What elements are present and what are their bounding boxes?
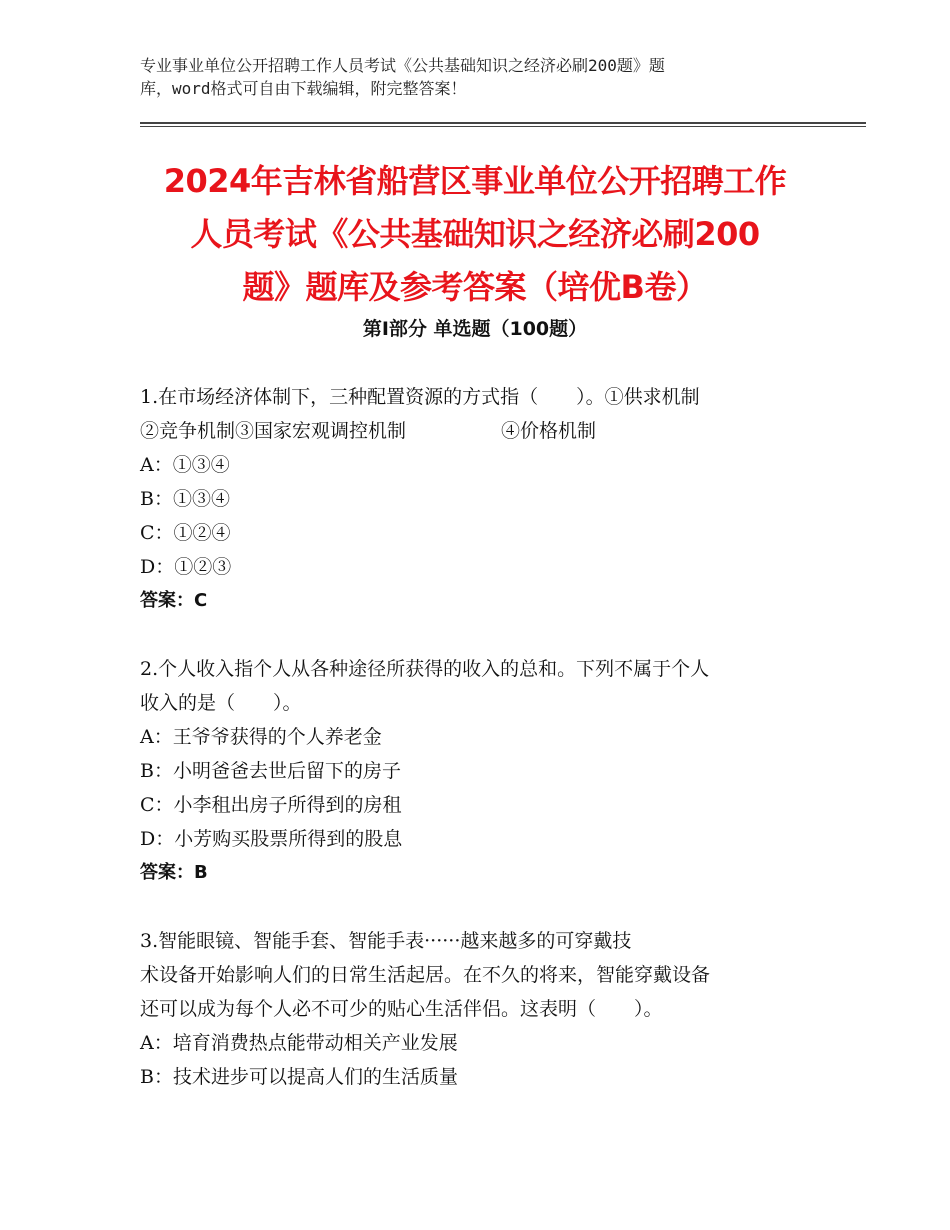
header-note-line2: 库，word格式可自由下载编辑，附完整答案！ [140,79,467,98]
question-list [140,380,800,1094]
question-stem-line: ②竞争机制③国家宏观调控机制 ④价格机制 [140,420,597,442]
header-note [140,54,790,100]
option-a: A：王爷爷获得的个人养老金 [140,726,382,748]
title-line2: 人员考试《公共基础知识之经济必刷200 [190,215,760,253]
document-title [120,155,830,314]
header-note-line1: 专业事业单位公开招聘工作人员考试《公共基础知识之经济必刷200题》题 [140,56,665,75]
header-divider-thin [140,126,866,127]
section-title: 第Ⅰ部分 单选题（100题） [362,318,588,340]
question-3 [140,924,800,1094]
option-d: D：小芳购买股票所得到的股息 [140,828,403,850]
option-a: A：①③④ [140,454,230,476]
option-c: C：①②④ [140,522,231,544]
question-stem-line: 3.智能眼镜、智能手套、智能手表······越来越多的可穿戴技 [140,930,632,952]
option-b: B：技术进步可以提高人们的生活质量 [140,1066,458,1088]
answer-label: 答案：C [140,590,208,611]
option-c: C：小李租出房子所得到的房租 [140,794,402,816]
question-stem-line: 收入的是（ ）。 [140,692,302,714]
question-stem-line: 术设备开始影响人们的日常生活起居。在不久的将来，智能穿戴设备 [140,964,711,986]
question-stem-line: 2.个人收入指个人从各种途径所获得的收入的总和。下列不属于个人 [140,658,710,680]
title-line1: 2024年吉林省船营区事业单位公开招聘工作 [163,162,787,200]
option-b: B：①③④ [140,488,230,510]
question-spacer [140,890,800,924]
option-a: A：培育消费热点能带动相关产业发展 [140,1032,458,1054]
question-stem-line: 还可以成为每个人必不可少的贴心生活伴侣。这表明（ ）。 [140,998,663,1020]
header-divider-thick [140,122,866,124]
question-stem-line: 1.在市场经济体制下，三种配置资源的方式指（ ）。①供求机制 [140,386,700,408]
title-line3: 题》题库及参考答案（培优B卷） [242,268,708,306]
question-1 [140,380,800,618]
answer-label: 答案：B [140,862,208,883]
question-2 [140,652,800,890]
option-b: B：小明爸爸去世后留下的房子 [140,760,401,782]
option-d: D：①②③ [140,556,232,578]
question-spacer [140,618,800,652]
